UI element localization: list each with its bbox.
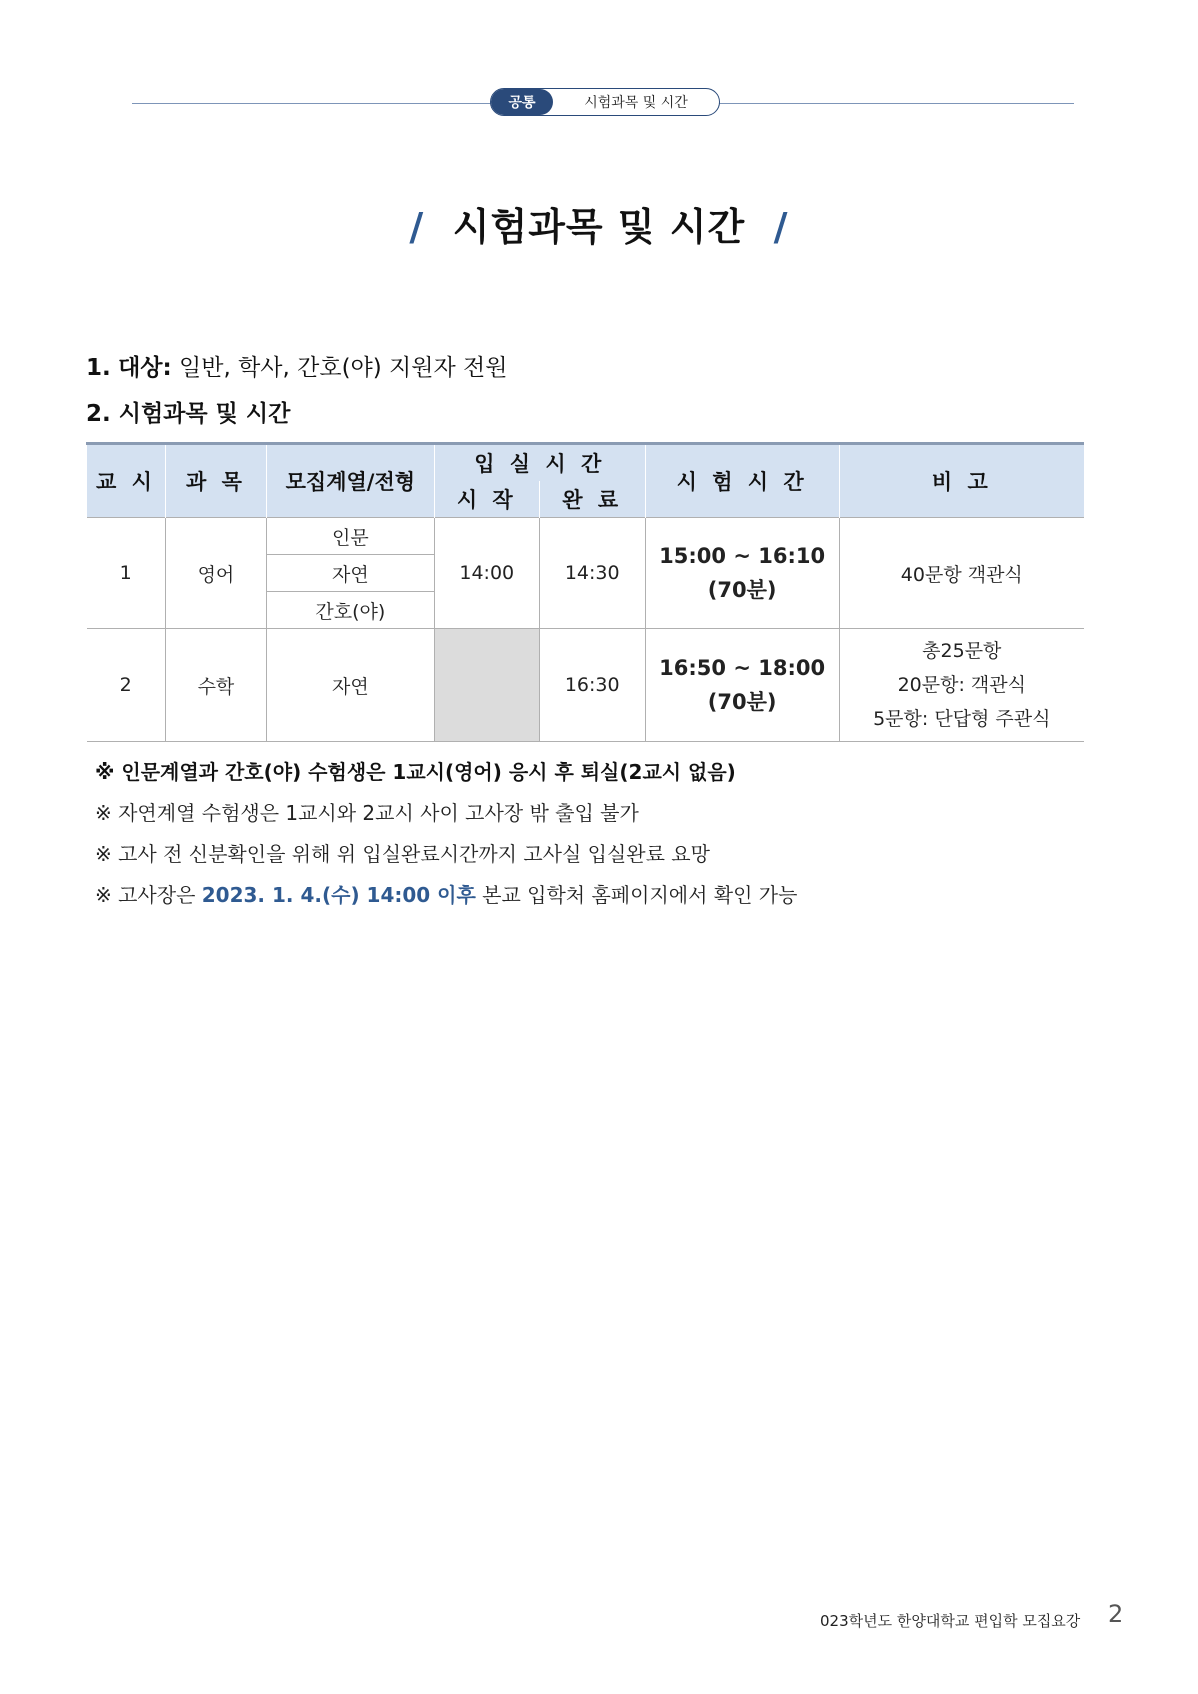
entry-end-cell: 14:30 xyxy=(539,518,645,629)
track-cell: 인문 xyxy=(266,518,434,555)
note-4 xyxy=(95,880,797,921)
section1-label: 대상: xyxy=(118,355,172,381)
exam-time-cell xyxy=(645,629,839,742)
header-exam-time: 시 험 시 간 xyxy=(645,444,839,518)
note-4-pre: ※ 고사장은 xyxy=(95,883,202,907)
entry-start-cell: 14:00 xyxy=(434,518,539,629)
header-entry-time: 입 실 시 간 xyxy=(434,444,645,482)
header-tag: 공통 xyxy=(491,89,553,115)
page-title xyxy=(0,196,1198,251)
table-row xyxy=(87,629,1085,742)
note-cell xyxy=(839,629,1084,742)
page-number: 2 xyxy=(1108,1600,1124,1628)
header-pill xyxy=(490,88,720,116)
header-label: 시험과목 및 시간 xyxy=(584,95,688,111)
period-cell: 1 xyxy=(87,518,166,629)
exam-time-duration: (70분) xyxy=(707,578,777,602)
exam-time-duration: (70분) xyxy=(707,690,777,714)
exam-schedule-table xyxy=(86,442,1084,742)
notes-list xyxy=(95,757,797,921)
section1-text: 일반, 학사, 간호(야) 지원자 전원 xyxy=(179,355,508,381)
note-2: ※ 자연계열 수험생은 1교시와 2교시 사이 고사장 밖 출입 불가 xyxy=(95,801,639,825)
section1-number: 1. xyxy=(86,355,111,381)
header-subject: 과 목 xyxy=(165,444,266,518)
note-3: ※ 고사 전 신분확인을 위해 위 입실완료시간까지 고사실 입실완료 요망 xyxy=(95,842,710,866)
exam-time-range: 15:00 ~ 16:10 xyxy=(659,544,826,568)
exam-time-cell xyxy=(645,518,839,629)
note-1: ※ 인문계열과 간호(야) 수험생은 1교시(영어) 응시 후 퇴실(2교시 없음) xyxy=(95,760,736,784)
section-schedule-heading: 2. 시험과목 및 시간 xyxy=(86,401,291,427)
header-period: 교 시 xyxy=(87,444,166,518)
section-target xyxy=(86,349,507,382)
footer-text: 023학년도 한양대학교 편입학 모집요강 xyxy=(820,1612,1081,1630)
entry-start-cell-empty xyxy=(434,629,539,742)
note-line: 5문항: 단답형 주관식 xyxy=(873,708,1051,730)
header-note: 비 고 xyxy=(839,444,1084,518)
title-slash-left: / xyxy=(409,205,425,249)
period-cell: 2 xyxy=(87,629,166,742)
track-cell: 자연 xyxy=(266,629,434,742)
track-cell: 간호(야) xyxy=(266,592,434,629)
note-4-post: 본교 입학처 홈페이지에서 확인 가능 xyxy=(475,883,798,907)
title-text: 시험과목 및 시간 xyxy=(452,205,746,249)
exam-time-range: 16:50 ~ 18:00 xyxy=(659,656,826,680)
header-entry-end: 완 료 xyxy=(539,481,645,518)
table-row xyxy=(87,518,1085,555)
note-cell: 40문항 객관식 xyxy=(839,518,1084,629)
note-4-highlight: 2023. 1. 4.(수) 14:00 이후 xyxy=(201,883,476,907)
header-track: 모집계열/전형 xyxy=(266,444,434,518)
title-slash-right: / xyxy=(773,205,789,249)
track-cell: 자연 xyxy=(266,555,434,592)
entry-end-cell: 16:30 xyxy=(539,629,645,742)
note-line: 총25문항 xyxy=(922,640,1002,662)
subject-cell: 영어 xyxy=(165,518,266,629)
header-entry-start: 시 작 xyxy=(434,481,539,518)
note-line: 20문항: 객관식 xyxy=(897,674,1026,696)
subject-cell: 수학 xyxy=(165,629,266,742)
